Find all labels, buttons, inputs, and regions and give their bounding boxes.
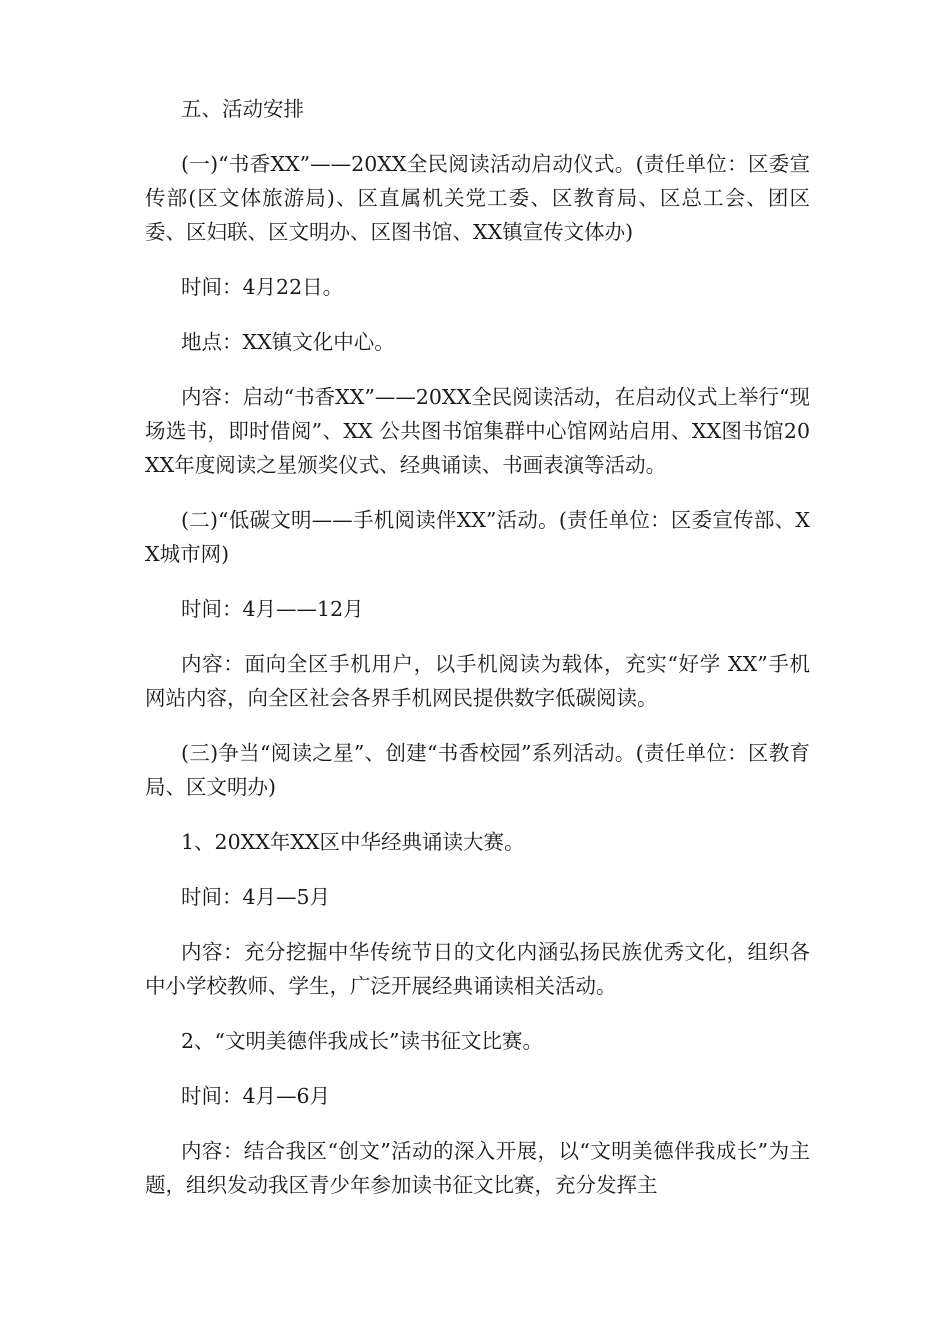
section-heading: 五、活动安排 bbox=[181, 97, 304, 121]
sub-activity-content-2: 内容：结合我区“创文”活动的深入开展，以“文明美德伴我成长”为主题，组织发动我区青少年参加读书征文比赛，充分发挥主 bbox=[145, 1139, 810, 1197]
sub-activity-time-2: 时间：4月—6月 bbox=[181, 1084, 331, 1108]
activity-title-3: (三)争当“阅读之星”、创建“书香校园”系列活动。(责任单位：区教育局、区文明办) bbox=[145, 741, 810, 799]
activity-content-2: 内容：面向全区手机用户，以手机阅读为载体，充实“好学 XX”手机网站内容，向全区社会各界手机网民提供数字低碳阅读。 bbox=[145, 652, 810, 710]
activity-title-2: (二)“低碳文明——手机阅读伴XX”活动。(责任单位：区委宣传部、XX城市网) bbox=[145, 508, 810, 566]
sub-activity-time-1: 时间：4月—5月 bbox=[181, 885, 331, 909]
activity-time-2: 时间：4月——12月 bbox=[181, 597, 364, 621]
activity-title-1: (一)“书香XX”——20XX全民阅读活动启动仪式。(责任单位：区委宣传部(区文体旅游局)、区直属机关党工委、区教育局、区总工会、团区委、区妇联、区文明办、区图书馆、XX镇宣传文体办) bbox=[145, 152, 810, 244]
activity-location-1: 地点：XX镇文化中心。 bbox=[181, 330, 395, 354]
document-body bbox=[145, 92, 810, 1223]
activity-time-1: 时间：4月22日。 bbox=[181, 275, 344, 299]
sub-activity-title-2: 2、“文明美德伴我成长”读书征文比赛。 bbox=[181, 1029, 544, 1053]
activity-content-1: 内容：启动“书香XX”——20XX全民阅读活动，在启动仪式上举行“现场选书，即时借阅”、XX 公共图书馆集群中心馆网站启用、XX图书馆20XX年度阅读之星颁奖仪式、经典诵读、书画表演等活动。 bbox=[145, 385, 810, 477]
sub-activity-title-1: 1、20XX年XX区中华经典诵读大赛。 bbox=[181, 830, 525, 854]
sub-activity-content-1: 内容：充分挖掘中华传统节日的文化内涵弘扬民族优秀文化，组织各中小学校教师、学生，广泛开展经典诵读相关活动。 bbox=[145, 940, 810, 998]
